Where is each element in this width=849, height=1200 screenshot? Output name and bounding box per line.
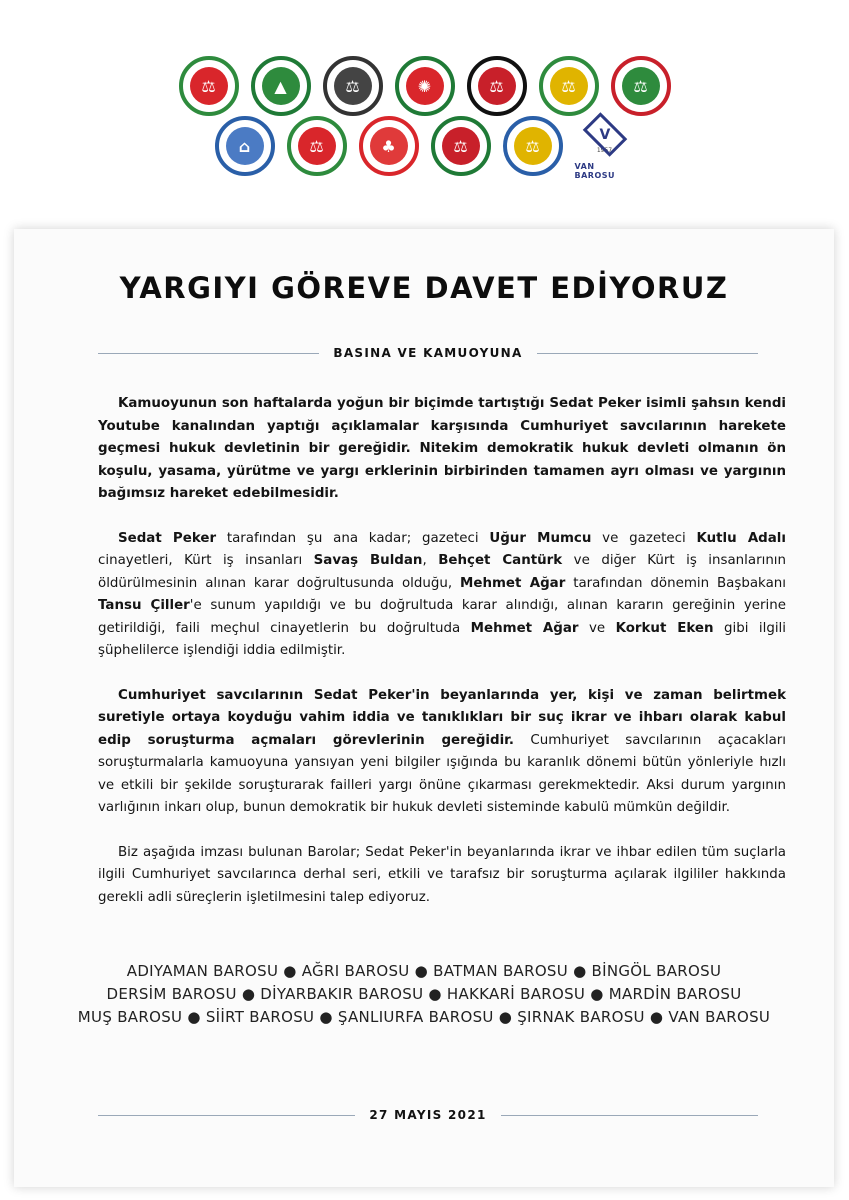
logo-ring [467, 56, 527, 116]
divider-line-left [98, 1115, 355, 1116]
batman-barosu-logo [323, 56, 383, 116]
paragraph-4: Biz aşağıda imzası bulunan Barolar; Sedat Peker'in beyanlarında ikrar ve ihbar edilen tüm suçlarla ilgili Cumhuriyet savcılarınca derhal seri, etkili ve tarafsız bir soruşturma açılarak ilgililer hakkında gerekli adli süreçlerin işletilmesini talep ediyoruz. [98, 844, 786, 905]
logo-ring [611, 56, 671, 116]
name-tansu-ciller: Tansu Çiller [98, 598, 190, 613]
name-savas-buldan: Savaş Buldan [313, 553, 423, 568]
logo-ring [215, 116, 275, 176]
van-emblem-icon [582, 112, 627, 157]
siirt-barosu-logo [359, 116, 419, 176]
tunceli-barosu-logo [467, 56, 527, 116]
logo-ring [431, 116, 491, 176]
signatory-line-3: MUŞ BAROSU ● SİİRT BAROSU ● ŞANLIURFA BAROSU ● ŞIRNAK BAROSU ● VAN BAROSU [77, 1008, 771, 1026]
name-kutlu-adali: Kutlu Adalı [696, 530, 786, 546]
logo-emblem-icon: ⚖ [550, 67, 588, 105]
paragraph-1: Kamuoyunun son haftalarda yoğun bir biçimde tartıştığı Sedat Peker isimli şahsın kendi Youtube kanalından yaptığı açıklamalar karşısında Cumhuriyet savcılarının harekete geçmesi hukuk devletinin bir gereğidir. Nitekim demokratik hukuk devleti olmanın ön koşulu, yasama, yürütme ve yargı erklerinin birbirinden tamamen ayrı olması ve yargının bağımsız hareket edebilmesidir. [98, 396, 786, 501]
logo-ring [251, 56, 311, 116]
text-segment: gibi ilgili şüphelilerce işlendiği iddia edilmiştir. [98, 620, 786, 658]
subtitle-divider [98, 343, 758, 363]
name-ugur-mumcu: Uğur Mumcu [489, 530, 592, 546]
text-segment: 'e sunum yapıldığı ve bu doğrultuda karar alındığı, alınan kararın gereğinin yerine getirildiği, faili meçhul cinayetlerin bu doğrultuda [98, 598, 786, 636]
logo-ring [287, 116, 347, 176]
logo-ring [503, 116, 563, 176]
agri-barosu-logo [251, 56, 311, 116]
van-label: VAN BAROSU [574, 162, 616, 180]
paragraph-2 [98, 528, 786, 663]
text-segment: , [422, 553, 439, 568]
logo-emblem-icon: ✺ [406, 67, 444, 105]
date-divider [98, 1105, 758, 1125]
logo-emblem-icon: ⚖ [478, 67, 516, 105]
hakkari-barosu-logo [611, 56, 671, 116]
name-sedat-peker: Sedat Peker [118, 530, 217, 546]
name-mehmet-agar: Mehmet Ağar [460, 575, 566, 591]
logo-row-top [0, 56, 849, 116]
signatory-line-2: DERSİM BAROSU ● DİYARBAKIR BAROSU ● HAKKARİ BAROSU ● MARDİN BAROSU [106, 985, 742, 1003]
sirnak-barosu-logo [503, 116, 563, 176]
van-emblem-letter: V [599, 126, 610, 143]
text-segment: ve diğer Kürt iş insanlarının öldürülmesinin alınan karar doğrultusunda olduğu, [98, 553, 787, 591]
paragraph-3-rest: Cumhuriyet savcılarının açacakları soruşturmalarla kamuoyuna yansıyan yeni bilgiler ışığında bu karanlık dönemi bütün yönleriyle hızlı ve etkili bir şekilde soruşturarak failleri yargı önüne çıkarması gerekmektedir. Aksi durum yargının varlığının inkarı olup, bunun demokratik bir hukuk devleti sisteminde kabulü mümkün değildir. [98, 732, 787, 815]
van-barosu-logo [575, 116, 635, 180]
mus-barosu-logo [287, 116, 347, 176]
text-segment: ve [578, 620, 616, 636]
subtitle: BASINA VE KAMUOYUNA [333, 346, 523, 360]
text-segment: tarafından dönemin Başbakanı [565, 575, 786, 591]
logo-emblem-icon: ⚖ [622, 67, 660, 105]
logo-ring [395, 56, 455, 116]
statement-card [14, 229, 834, 1187]
text-segment: ve gazeteci [591, 530, 697, 546]
page-title: YARGIYI GÖREVE DAVET EDİYORUZ [119, 271, 729, 305]
logo-ring [359, 116, 419, 176]
logo-ring [539, 56, 599, 116]
logo-emblem-icon: ⚖ [190, 67, 228, 105]
logo-emblem-icon: ♣ [370, 127, 408, 165]
logo-emblem-icon: ⚖ [514, 127, 552, 165]
text-segment: cinayetleri, Kürt iş insanları [98, 553, 314, 568]
divider-line-right [501, 1115, 758, 1116]
sanliurfa-barosu-logo [431, 116, 491, 176]
logo-ring [179, 56, 239, 116]
name-korkut-eken: Korkut Eken [615, 620, 714, 636]
paragraph-3-bold: Cumhuriyet savcılarının Sedat Peker'in beyanlarında yer, kişi ve zaman belirtmek suretiyle ortaya koyduğu vahim iddia ve tanıklıkları bir suç ikrar ve ihbarı olarak kabul edip soruşturma açmaları görevlerinin gereğidir. [98, 687, 786, 748]
signatory-bars [44, 960, 804, 1029]
logo-emblem-icon: ⚖ [334, 67, 372, 105]
logo-emblem-icon: ⚖ [298, 127, 336, 165]
name-behcet-canturk: Behçet Cantürk [438, 553, 563, 568]
logo-row-bottom [0, 116, 849, 180]
adiyaman-barosu-logo [179, 56, 239, 116]
logo-emblem-icon: ⌂ [226, 127, 264, 165]
van-year: 1957 [596, 147, 613, 154]
logo-emblem-icon: ⚖ [442, 127, 480, 165]
name-mehmet-agar-2: Mehmet Ağar [470, 620, 579, 636]
bingol-barosu-logo [395, 56, 455, 116]
logo-ring [323, 56, 383, 116]
date: 27 MAYIS 2021 [369, 1108, 487, 1122]
text-segment: tarafından şu ana kadar; gazeteci [216, 530, 490, 546]
paragraph-3 [98, 685, 786, 820]
mardin-barosu-logo [215, 116, 275, 176]
statement-body [98, 393, 786, 909]
diyarbakir-barosu-logo [539, 56, 599, 116]
divider-line-right [537, 353, 758, 354]
logo-emblem-icon: ▲ [262, 67, 300, 105]
divider-line-left [98, 353, 319, 354]
bar-association-logos [0, 0, 849, 210]
signatory-line-1: ADIYAMAN BAROSU ● AĞRI BAROSU ● BATMAN BAROSU ● BİNGÖL BAROSU [126, 962, 722, 980]
